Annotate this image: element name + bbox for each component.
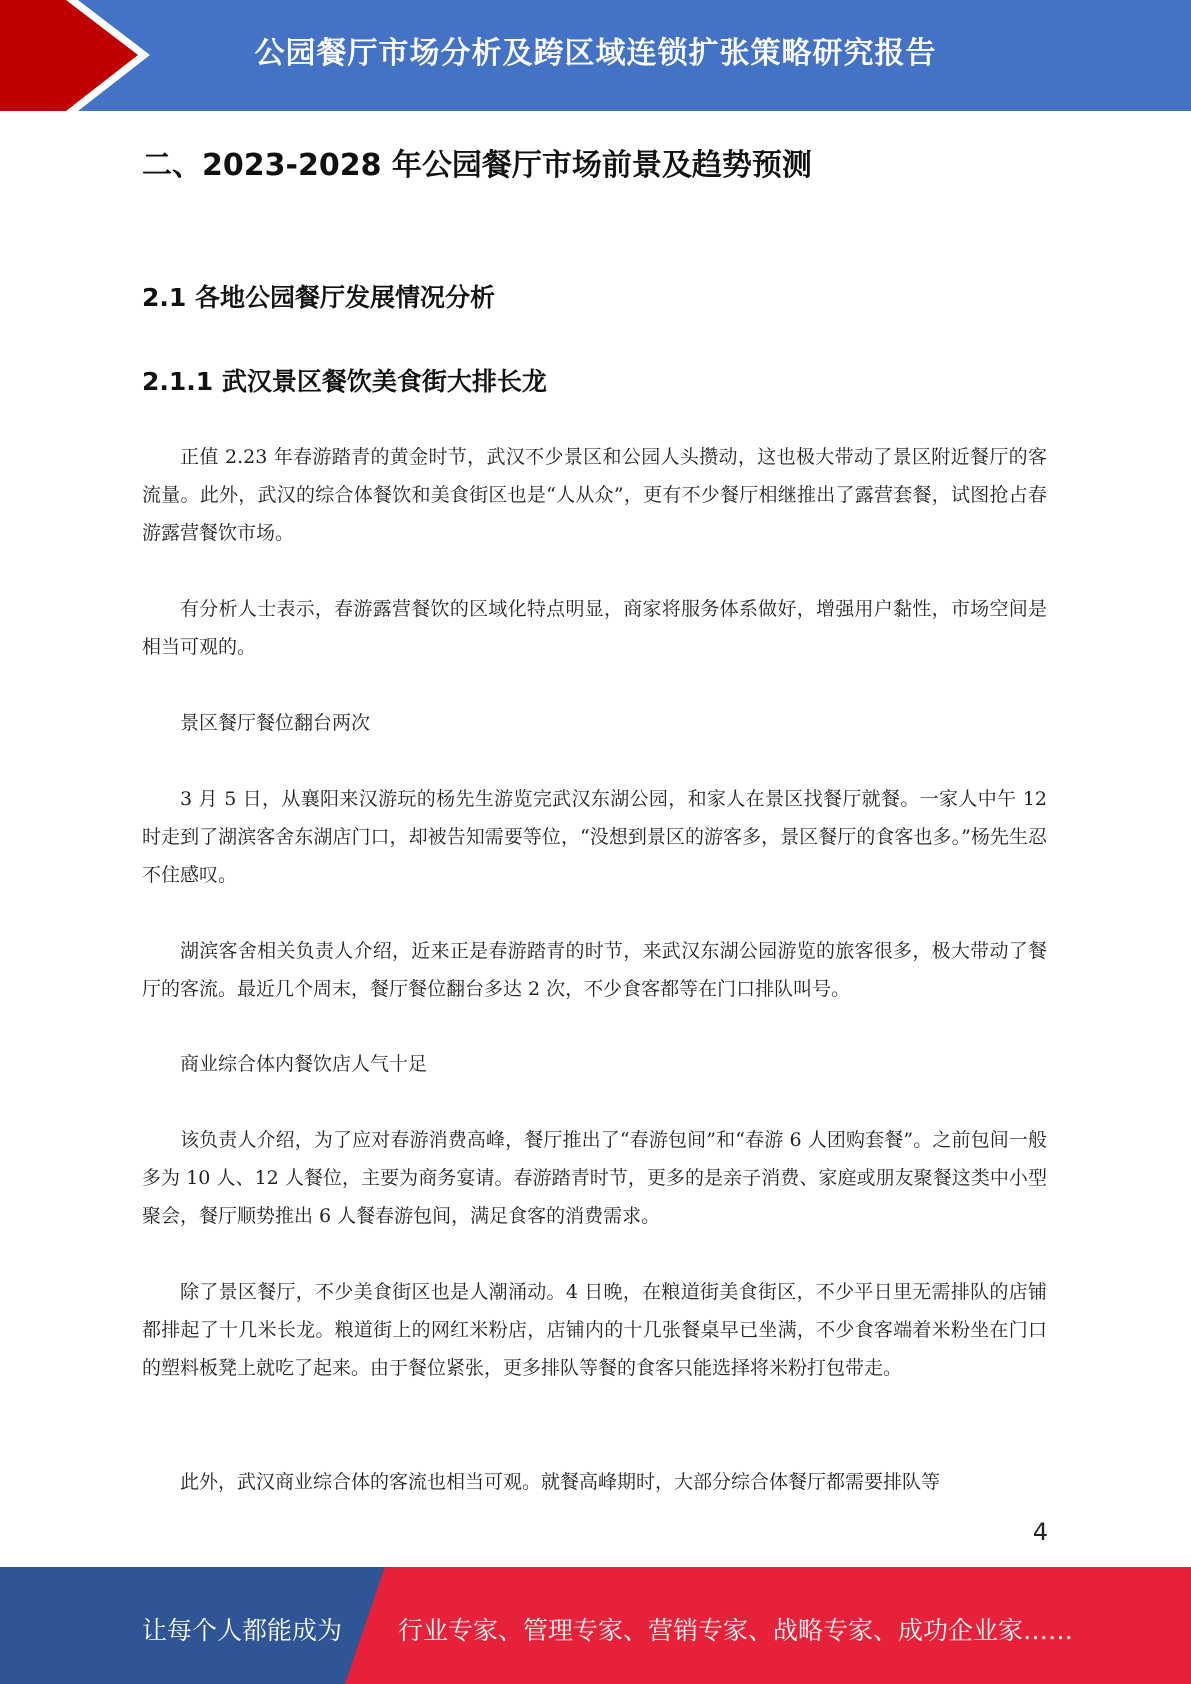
- subsubsection-heading: 2.1.1 武汉景区餐饮美食街大排长龙: [142, 367, 547, 396]
- subsection-heading: 2.1 各地公园餐厅发展情况分析: [142, 283, 495, 312]
- paragraph: 除了景区餐厅，不少美食街区也是人潮涌动。4 日晚，在粮道街美食街区，不少平日里无需排队的店铺都排起了十几米长龙。粮道街上的网红米粉店，店铺内的十几张餐桌早已坐满，不少食客端着米粉坐在门口的塑料板凳上就吃了起来。由于餐位紧张，更多排队等餐的食客只能选择将米粉打包带走。: [142, 1281, 1047, 1379]
- paragraph: 有分析人士表示，春游露营餐饮的区域化特点明显，商家将服务体系做好，增强用户黏性，市场空间是相当可观的。: [142, 598, 1047, 658]
- page-footer: [0, 1567, 1191, 1684]
- paragraph: 该负责人介绍，为了应对春游消费高峰，餐厅推出了“春游包间”和“春游 6 人团购套餐”。之前包间一般多为 10 人、12 人餐位，主要为商务宴请。春游踏青时节，更多的是亲子消费、家庭或朋友聚餐这类中小型聚会，餐厅顺势推出 6 人餐春游包间，满足食客的消费需求。: [142, 1129, 1047, 1227]
- report-title: 公园餐厅市场分析及跨区域连锁扩张策略研究报告: [254, 36, 937, 71]
- page-header: [0, 0, 1191, 111]
- paragraph: 3 月 5 日，从襄阳来汉游玩的杨先生游览完武汉东湖公园，和家人在景区找餐厅就餐。一家人中午 12 时走到了湖滨客舍东湖店门口，却被告知需要等位，“没想到景区的游客多，景区餐厅的食客也多。”杨先生忍不住感叹。: [142, 788, 1047, 886]
- paragraph: 湖滨客舍相关负责人介绍，近来正是春游踏青的时节，来武汉东湖公园游览的旅客很多，极大带动了餐厅的客流。最近几个周末，餐厅餐位翻台多达 2 次，不少食客都等在门口排队叫号。: [142, 940, 1047, 1000]
- section-heading: 二、2023-2028 年公园餐厅市场前景及趋势预测: [142, 148, 812, 183]
- paragraph-subheading: 商业综合体内餐饮店人气十足: [180, 1053, 428, 1075]
- footer-slogan-left: 让每个人都能成为: [142, 1616, 343, 1645]
- paragraph-subheading: 景区餐厅餐位翻台两次: [180, 712, 371, 734]
- paragraph: 此外，武汉商业综合体的客流也相当可观。就餐高峰期时，大部分综合体餐厅都需要排队等: [180, 1471, 941, 1493]
- paragraph: 正值 2.23 年春游踏青的黄金时节，武汉不少景区和公园人头攒动，这也极大带动了景区附近餐厅的客流量。此外，武汉的综合体餐饮和美食街区也是“人从众”，更有不少餐厅相继推出了露营套餐，试图抢占春游露营餐饮市场。: [142, 446, 1047, 544]
- page-number: 4: [1032, 1518, 1048, 1546]
- footer-slogan-right: 行业专家、管理专家、营销专家、战略专家、成功企业家……: [398, 1616, 1074, 1645]
